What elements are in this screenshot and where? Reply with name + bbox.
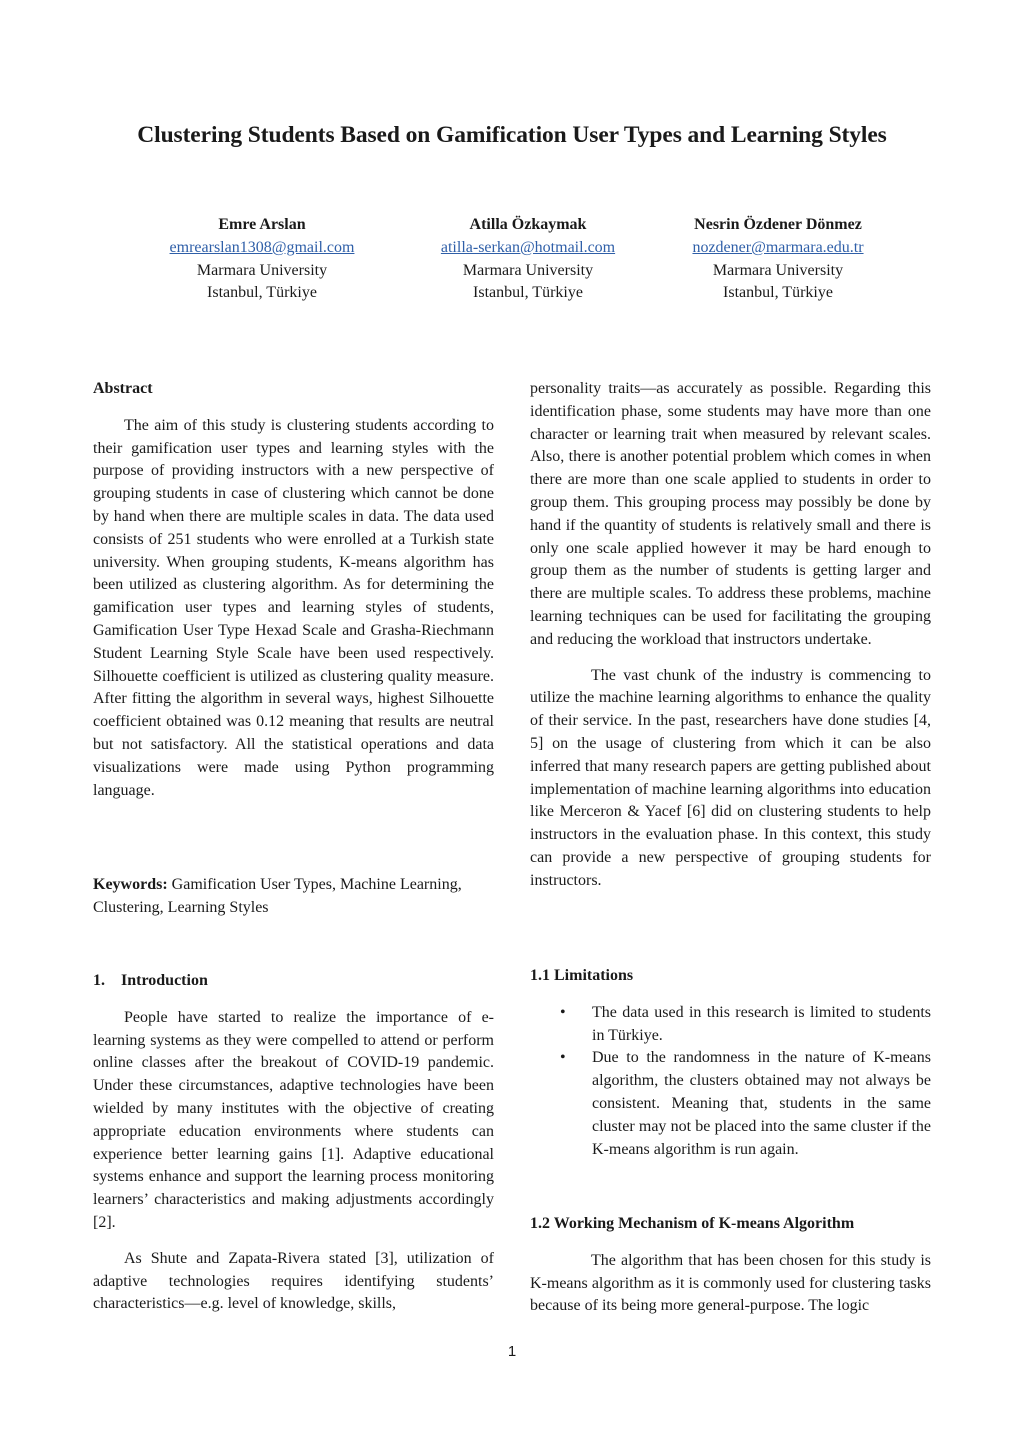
author-affiliation: Marmara University xyxy=(712,261,844,279)
author-email-link[interactable]: emrearslan1308@gmail.com xyxy=(169,238,355,256)
intro-paragraph-3: personality traits—as accurately as possible. Regarding this identification phase, some students may have more than one character or learning trait when measured by relevant scales. Also, there is another potential problem which comes in when there are more than one scale applied to students in order to group them. This grouping process may possibly be done by hand if the quantity of students is relatively small and there is only one scale applied however it may be hard enough to group them as the number of students is getting larger and there are multiple scales. To address these problems, machine learning techniques can be used for facilitating the grouping and reducing the workload that instructors undertake. xyxy=(530,380,931,648)
right-column xyxy=(530,378,931,893)
abstract-heading: Abstract xyxy=(93,380,153,397)
heading-number: 1. xyxy=(93,972,105,989)
author-location: Istanbul, Türkiye xyxy=(723,284,833,302)
limitations-heading: 1.1 Limitations xyxy=(530,967,634,984)
limitations-section xyxy=(530,965,931,1161)
author-email-link[interactable]: atilla-serkan@hotmail.com xyxy=(440,238,616,256)
left-column xyxy=(93,378,494,802)
introduction-heading xyxy=(93,970,494,993)
author-location: Istanbul, Türkiye xyxy=(473,284,583,302)
limitations-list xyxy=(530,1002,931,1162)
kmeans-heading: 1.2 Working Mechanism of K-means Algorithm xyxy=(530,1215,855,1232)
intro-paragraph-4: The vast chunk of the industry is commencing to utilize the machine learning algorithms to enhance the quality of their service. In the past, researchers have done studies [4, 5] on the usage of clustering from which it can be also inferred that many research papers are getting published about implementation of machine learning algorithms into education like Merceron & Yacef [6] did on clustering students to help instructors in the evaluation phase. In this context, this study can provide a new perspective of grouping students for instructors. xyxy=(530,666,931,889)
list-item: • Due to the randomness in the nature of K-means algorithm, the clusters obtained may not always be consistent. Meaning that, students in the same cluster may not be placed into the same cluster if the K-means algorithm is run again. xyxy=(560,1049,931,1158)
author-affiliation: Marmara University xyxy=(462,261,594,279)
author-affiliation: Marmara University xyxy=(196,261,328,279)
author-location: Istanbul, Türkiye xyxy=(207,284,317,302)
keywords xyxy=(93,874,494,920)
author-name: Atilla Özkaymak xyxy=(469,216,587,233)
intro-paragraph-1: People have started to realize the importance of e-learning systems as they were compelled to attend or perform online classes after the breakout of COVID-19 pandemic. Under these circumstances, adaptive technologies have been wielded by many institutes with the objective of creating appropriate education environments where students can experience better learning gains [1]. Adaptive educational systems enhance and support the learning process monitoring learners’ characteristics and making adjustments accordingly [2]. xyxy=(93,1008,494,1231)
author-name: Emre Arslan xyxy=(218,216,306,233)
kmeans-section xyxy=(530,1213,931,1318)
list-item: • The data used in this research is limited to students in Türkiye. xyxy=(560,1003,931,1044)
author-3 xyxy=(628,214,928,305)
author-email-link[interactable]: nozdener@marmara.edu.tr xyxy=(692,238,864,256)
kmeans-paragraph: The algorithm that has been chosen for this study is K-means algorithm as it is commonly used for clustering tasks because of its being more general-purpose. The logic xyxy=(530,1251,931,1315)
keywords-label: Keywords: xyxy=(93,876,168,893)
bullet-icon: • xyxy=(560,1049,566,1067)
abstract-text: The aim of this study is clustering students according to their gamification user types and learning styles with the purpose of providing instructors with a new perspective of grouping students in case of clustering which cannot be done by hand when there are multiple scales in data. The data used consists of 251 students who were enrolled at a Turkish state university. When grouping students, K-means algorithm has been utilized as clustering algorithm. As for determining the gamification user types and learning styles of students, Gamification User Type Hexad Scale and Grasha-Riechmann Student Learning Style Scale have been used respectively. Silhouette coefficient is utilized as clustering quality measure. After fitting the algorithm in several ways, highest Silhouette coefficient obtained was 0.12 meaning that results are neutral but not satisfactory. All the statistical operations and data visualizations were made using Python programming language. xyxy=(93,416,494,799)
bullet-icon: • xyxy=(560,1003,566,1021)
heading-title: Introduction xyxy=(121,972,208,989)
introduction-section xyxy=(93,970,494,1316)
author-1 xyxy=(112,214,412,305)
keywords-text: Gamification User Types, Machine Learning, Clustering, Learning Styles xyxy=(93,876,462,916)
paper-title: Clustering Students Based on Gamification User Types and Learning Styles xyxy=(137,122,887,148)
page-number: 1 xyxy=(507,1343,517,1360)
author-name: Nesrin Özdener Dönmez xyxy=(694,216,862,233)
intro-paragraph-2: As Shute and Zapata-Rivera stated [3], utilization of adaptive technologies requires identifying students’ characteristics—e.g. level of knowledge, skills, xyxy=(93,1249,494,1313)
